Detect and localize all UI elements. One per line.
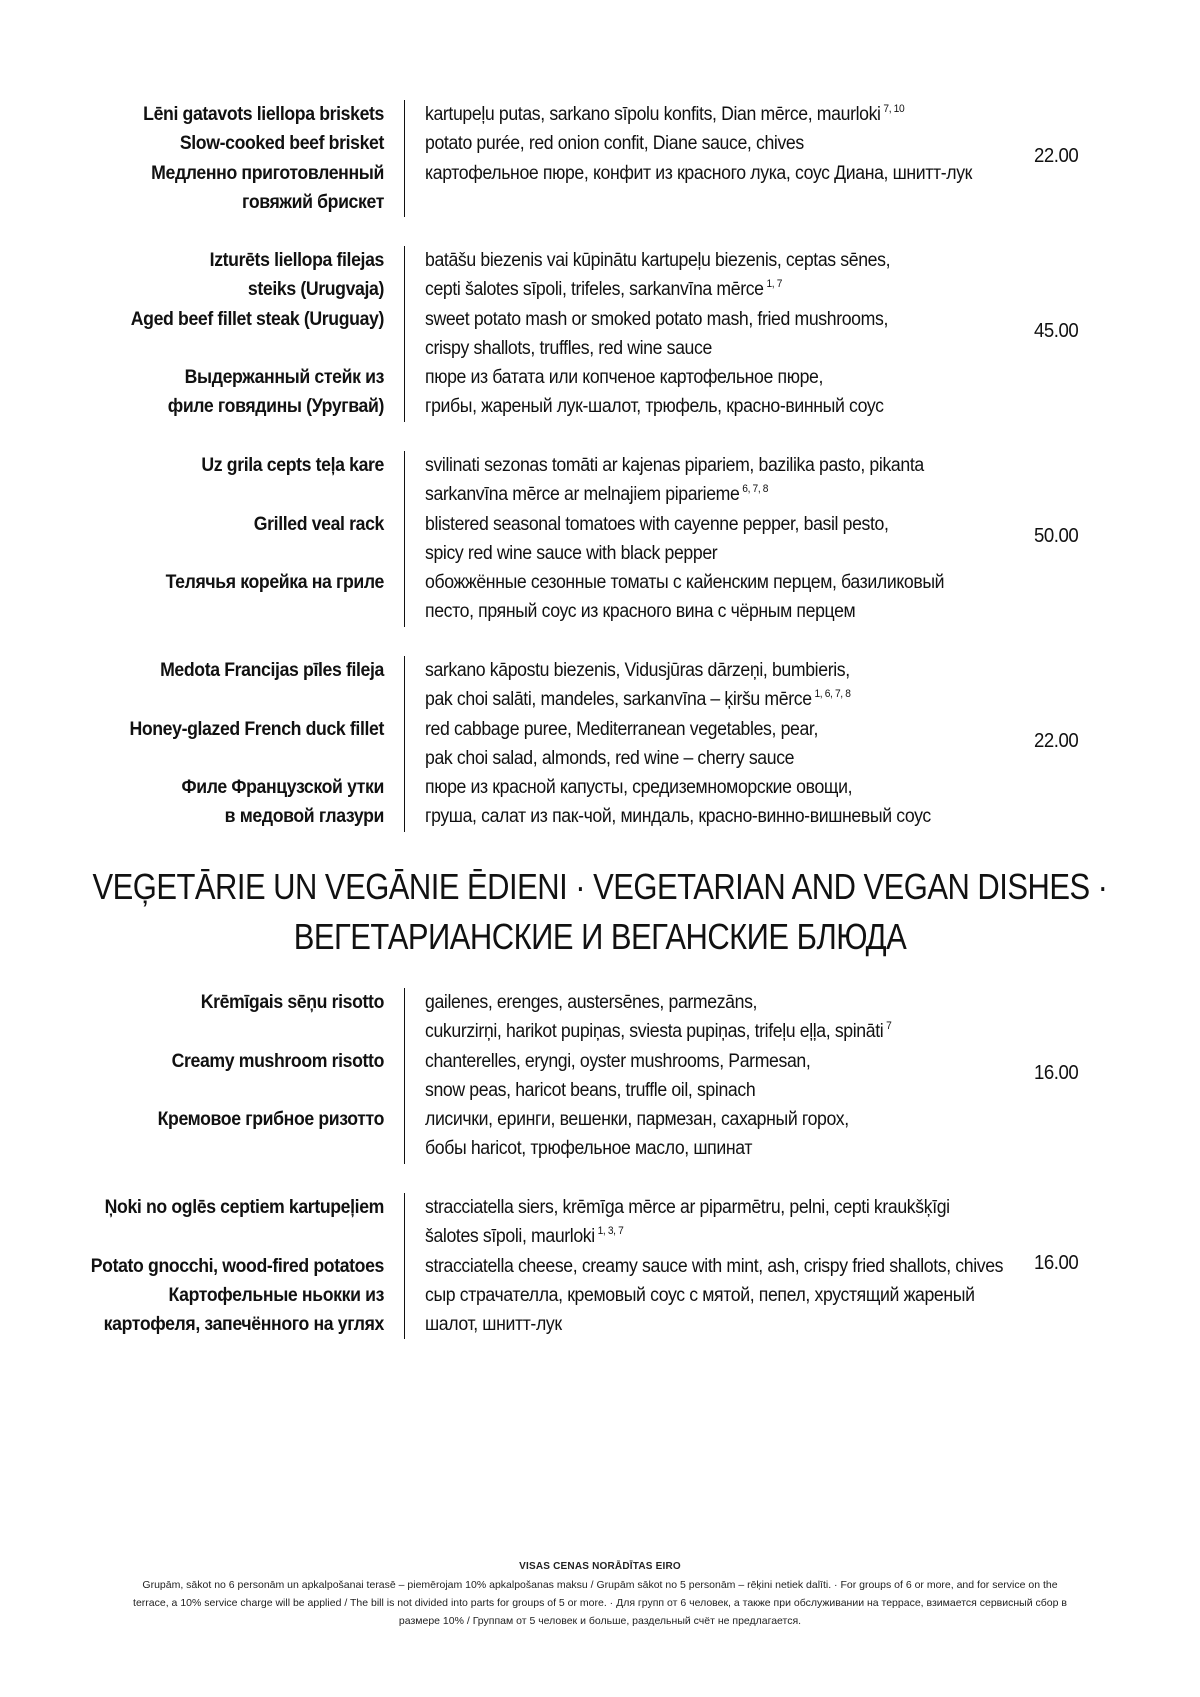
dish-beef-brisket	[0, 100, 1200, 217]
description-text: svilinati sezonas tomāti ar kajenas pipariem, bazilika pasto, pikanta	[425, 455, 924, 476]
dish-description	[425, 246, 983, 422]
dish-price: 16.00	[1034, 1252, 1079, 1274]
dish-name: Медленно приготовленный	[151, 162, 384, 184]
dish-name: Grilled veal rack	[253, 513, 384, 535]
footer-service-line-1: Grupām, sākot no 6 personām un apkalpošanai terasē – piemērojam 10% apkalpošanas maksu / Grupām sākot no 5 personām – rēķini netiek dalīti. · For groups of 6 or more, and for service on the	[142, 1579, 1058, 1591]
description-text: шалот, шнитт-лук	[425, 1314, 562, 1336]
description-line	[425, 1252, 1004, 1281]
divider-rule	[404, 656, 405, 832]
description-text: potato purée, red onion confit, Diane sauce, chives	[425, 133, 804, 155]
dish-name: Medota Francijas pīles fileja	[160, 660, 384, 681]
dish-names	[27, 451, 384, 597]
description-line	[425, 100, 983, 129]
section-title-line-1: VEĢETĀRIE UN VEGĀNIE ĒDIENI · VEGETARIAN AND VEGAN DISHES ·	[92, 866, 1108, 907]
dish-name: филе говядины (Уругвай)	[167, 396, 384, 418]
description-line	[425, 773, 983, 802]
description-line	[425, 392, 983, 421]
description-text: batāšu biezenis vai kūpinātu kartupeļu biezenis, ceptas sēnes,	[425, 250, 891, 271]
description-line	[425, 1222, 983, 1251]
spacer	[27, 685, 384, 714]
description-text: crispy shallots, truffles, red wine sauce	[425, 337, 712, 359]
description-line	[425, 715, 983, 744]
description-text: бобы haricot, трюфельное масло, шпинат	[425, 1138, 753, 1160]
dish-name: Выдержанный стейк из	[184, 367, 384, 389]
description-text: stracciatella cheese, creamy sauce with mint, ash, crispy fried shallots, chives	[425, 1255, 1004, 1277]
dish-price: 16.00	[1034, 1062, 1079, 1084]
dish-price: 50.00	[1034, 525, 1079, 547]
allergen-codes: 7	[886, 1020, 892, 1033]
dish-names	[27, 988, 384, 1134]
divider-rule	[404, 451, 405, 627]
dish-description	[425, 451, 983, 627]
description-text: pak choi salad, almonds, red wine – cherry sauce	[425, 747, 795, 769]
description-text: sarkanvīna mērce ar melnajiem piparieme	[425, 484, 740, 506]
description-text: пюре из батата или копченое картофельное пюре,	[425, 367, 824, 389]
description-text: лисички, еринги, вешенки, пармезан, сахарный горох,	[425, 1109, 849, 1131]
description-text: blistered seasonal tomatoes with cayenne pepper, basil pesto,	[425, 513, 889, 535]
dish-name: Potato gnocchi, wood-fired potatoes	[90, 1255, 385, 1277]
description-line	[425, 539, 983, 568]
dish-name: steiks (Urugvaja)	[247, 279, 384, 301]
description-text: spicy red wine sauce with black pepper	[425, 542, 718, 564]
description-text: песто, пряный соус из красного вина с чёрным перцем	[425, 601, 856, 623]
description-text: пюре из красной капусты, средиземноморские овощи,	[425, 777, 853, 799]
spacer	[27, 1076, 384, 1105]
dish-potato-gnocchi	[0, 1193, 1200, 1339]
description-line	[425, 685, 983, 714]
description-line	[425, 1310, 983, 1339]
divider-rule	[404, 988, 405, 1164]
dish-mushroom-risotto	[0, 988, 1200, 1164]
description-line	[425, 246, 983, 275]
spacer	[27, 480, 384, 509]
spacer	[27, 539, 384, 568]
section-title-vegetarian	[84, 862, 1116, 962]
dish-name: Slow-cooked beef brisket	[179, 133, 384, 155]
description-line	[425, 1134, 983, 1163]
allergen-codes: 1, 6, 7, 8	[814, 688, 851, 701]
description-line	[425, 510, 983, 539]
dish-name: Uz grila cepts teļa kare	[201, 455, 384, 476]
description-line	[425, 1193, 983, 1222]
footer-service-line-2: terrace, a 10% service charge will be applied / The bill is not divided into parts for groups of 5 or more. · Для групп от 6 человек, а также при обслуживании на террасе, взимается сервисный сбор в	[133, 1597, 1067, 1609]
spacer	[27, 1017, 384, 1046]
allergen-codes: 6, 7, 8	[742, 483, 769, 496]
description-text: stracciatella siers, krēmīga mērce ar piparmētru, pelni, cepti kraukšķīgi	[425, 1197, 950, 1218]
description-line	[425, 1047, 983, 1076]
dish-name: Honey-glazed French duck fillet	[129, 718, 384, 740]
dish-name: Телячья корейка на гриле	[165, 572, 384, 594]
dish-name: Krēmīgais sēņu risotto	[200, 992, 384, 1013]
dish-beef-fillet-steak	[0, 246, 1200, 422]
description-text: обожжённые сезонные томаты с кайенским перцем, базиликовый	[425, 572, 945, 594]
dish-name: Lēni gatavots liellopa briskets	[143, 104, 384, 125]
divider-rule	[404, 246, 405, 422]
description-line	[425, 129, 983, 158]
description-line	[425, 451, 983, 480]
allergen-codes: 1, 7	[766, 278, 783, 291]
divider-rule	[404, 1193, 405, 1339]
description-line	[425, 363, 983, 392]
description-text: грибы, жареный лук-шалот, трюфель, красно-винный соус	[425, 396, 884, 418]
footer-notes	[100, 1558, 1100, 1630]
description-line	[425, 568, 983, 597]
description-text: сыр страчателла, кремовый соус с мятой, пепел, хрустящий жареный	[425, 1284, 975, 1306]
dish-name: Филе Французской утки	[181, 777, 384, 799]
dish-price: 22.00	[1034, 730, 1079, 752]
dish-name: Aged beef fillet steak (Uruguay)	[130, 308, 384, 330]
description-text: sweet potato mash or smoked potato mash, fried mushrooms,	[425, 308, 888, 330]
description-text: chanterelles, eryngi, oyster mushrooms, Parmesan,	[425, 1050, 811, 1072]
dish-name: Кремовое грибное ризотто	[157, 1109, 384, 1131]
dish-name: в медовой глазури	[224, 806, 384, 828]
description-line	[425, 1281, 983, 1310]
dish-description	[425, 100, 983, 188]
dish-price: 22.00	[1034, 144, 1079, 167]
dish-names	[27, 100, 384, 217]
dish-description	[425, 656, 983, 832]
spacer	[27, 1222, 384, 1251]
dish-name: говяжий брискет	[242, 191, 384, 213]
dish-name: Izturēts liellopa filejas	[209, 250, 384, 271]
description-line	[425, 1076, 983, 1105]
section-title-line-2: ВЕГЕТАРИАНСКИЕ И ВЕГАНСКИЕ БЛЮДА	[293, 916, 907, 957]
description-text: gailenes, erenges, austersēnes, parmezāns,	[425, 992, 758, 1013]
description-line	[425, 159, 983, 188]
description-text: cepti šalotes sīpoli, trifeles, sarkanvīna mērce	[425, 279, 764, 301]
footer-currency-note: VISAS CENAS NORĀDĪTAS EIRO	[519, 1561, 681, 1572]
spacer	[27, 334, 384, 363]
dish-names	[27, 1193, 384, 1339]
spacer	[27, 744, 384, 773]
description-line	[425, 1105, 983, 1134]
dish-price: 45.00	[1034, 320, 1079, 342]
description-text: kartupeļu putas, sarkano sīpolu konfits, Dian mērce, maurloki	[425, 104, 881, 125]
description-line	[425, 305, 983, 334]
allergen-codes: 7, 10	[883, 103, 905, 115]
description-line	[425, 802, 983, 831]
dish-duck-fillet	[0, 656, 1200, 832]
description-text: sarkano kāpostu biezenis, Vidusjūras dārzeņi, bumbieris,	[425, 660, 850, 681]
description-text: šalotes sīpoli, maurloki	[425, 1226, 595, 1248]
dish-name: картофеля, запечённого на углях	[103, 1314, 384, 1336]
description-text: red cabbage puree, Mediterranean vegetables, pear,	[425, 718, 819, 740]
description-text: картофельное пюре, конфит из красного лука, соус Диана, шнитт-лук	[425, 162, 973, 184]
description-text: cukurzirņi, harikot pupiņas, sviesta pupiņas, trifeļu eļļa, spināti	[425, 1021, 884, 1043]
description-line	[425, 744, 983, 773]
description-line	[425, 597, 983, 626]
dish-name: Ņoki no oglēs ceptiem kartupeļiem	[104, 1197, 385, 1218]
dish-names	[27, 656, 384, 832]
description-text: snow peas, haricot beans, truffle oil, spinach	[425, 1079, 756, 1101]
dish-name: Картофельные ньокки из	[168, 1284, 384, 1306]
description-line	[425, 275, 983, 304]
description-line	[425, 480, 983, 509]
divider-rule	[404, 100, 405, 217]
dish-description	[425, 988, 983, 1164]
dish-veal-rack	[0, 451, 1200, 627]
footer-service-line-3: размере 10% / Группам от 5 человек и больше, раздельный счёт не предлагается.	[398, 1615, 802, 1627]
description-line	[425, 1017, 983, 1046]
dish-name: Creamy mushroom risotto	[171, 1050, 384, 1072]
dish-names	[27, 246, 384, 422]
description-line	[425, 988, 983, 1017]
allergen-codes: 1, 3, 7	[597, 1225, 624, 1238]
description-text: груша, салат из пак-чой, миндаль, красно-винно-вишневый соус	[425, 806, 931, 828]
description-line	[425, 334, 983, 363]
description-text: pak choi salāti, mandeles, sarkanvīna – ķiršu mērce	[425, 689, 812, 711]
dish-description	[425, 1193, 1004, 1339]
description-line	[425, 656, 983, 685]
